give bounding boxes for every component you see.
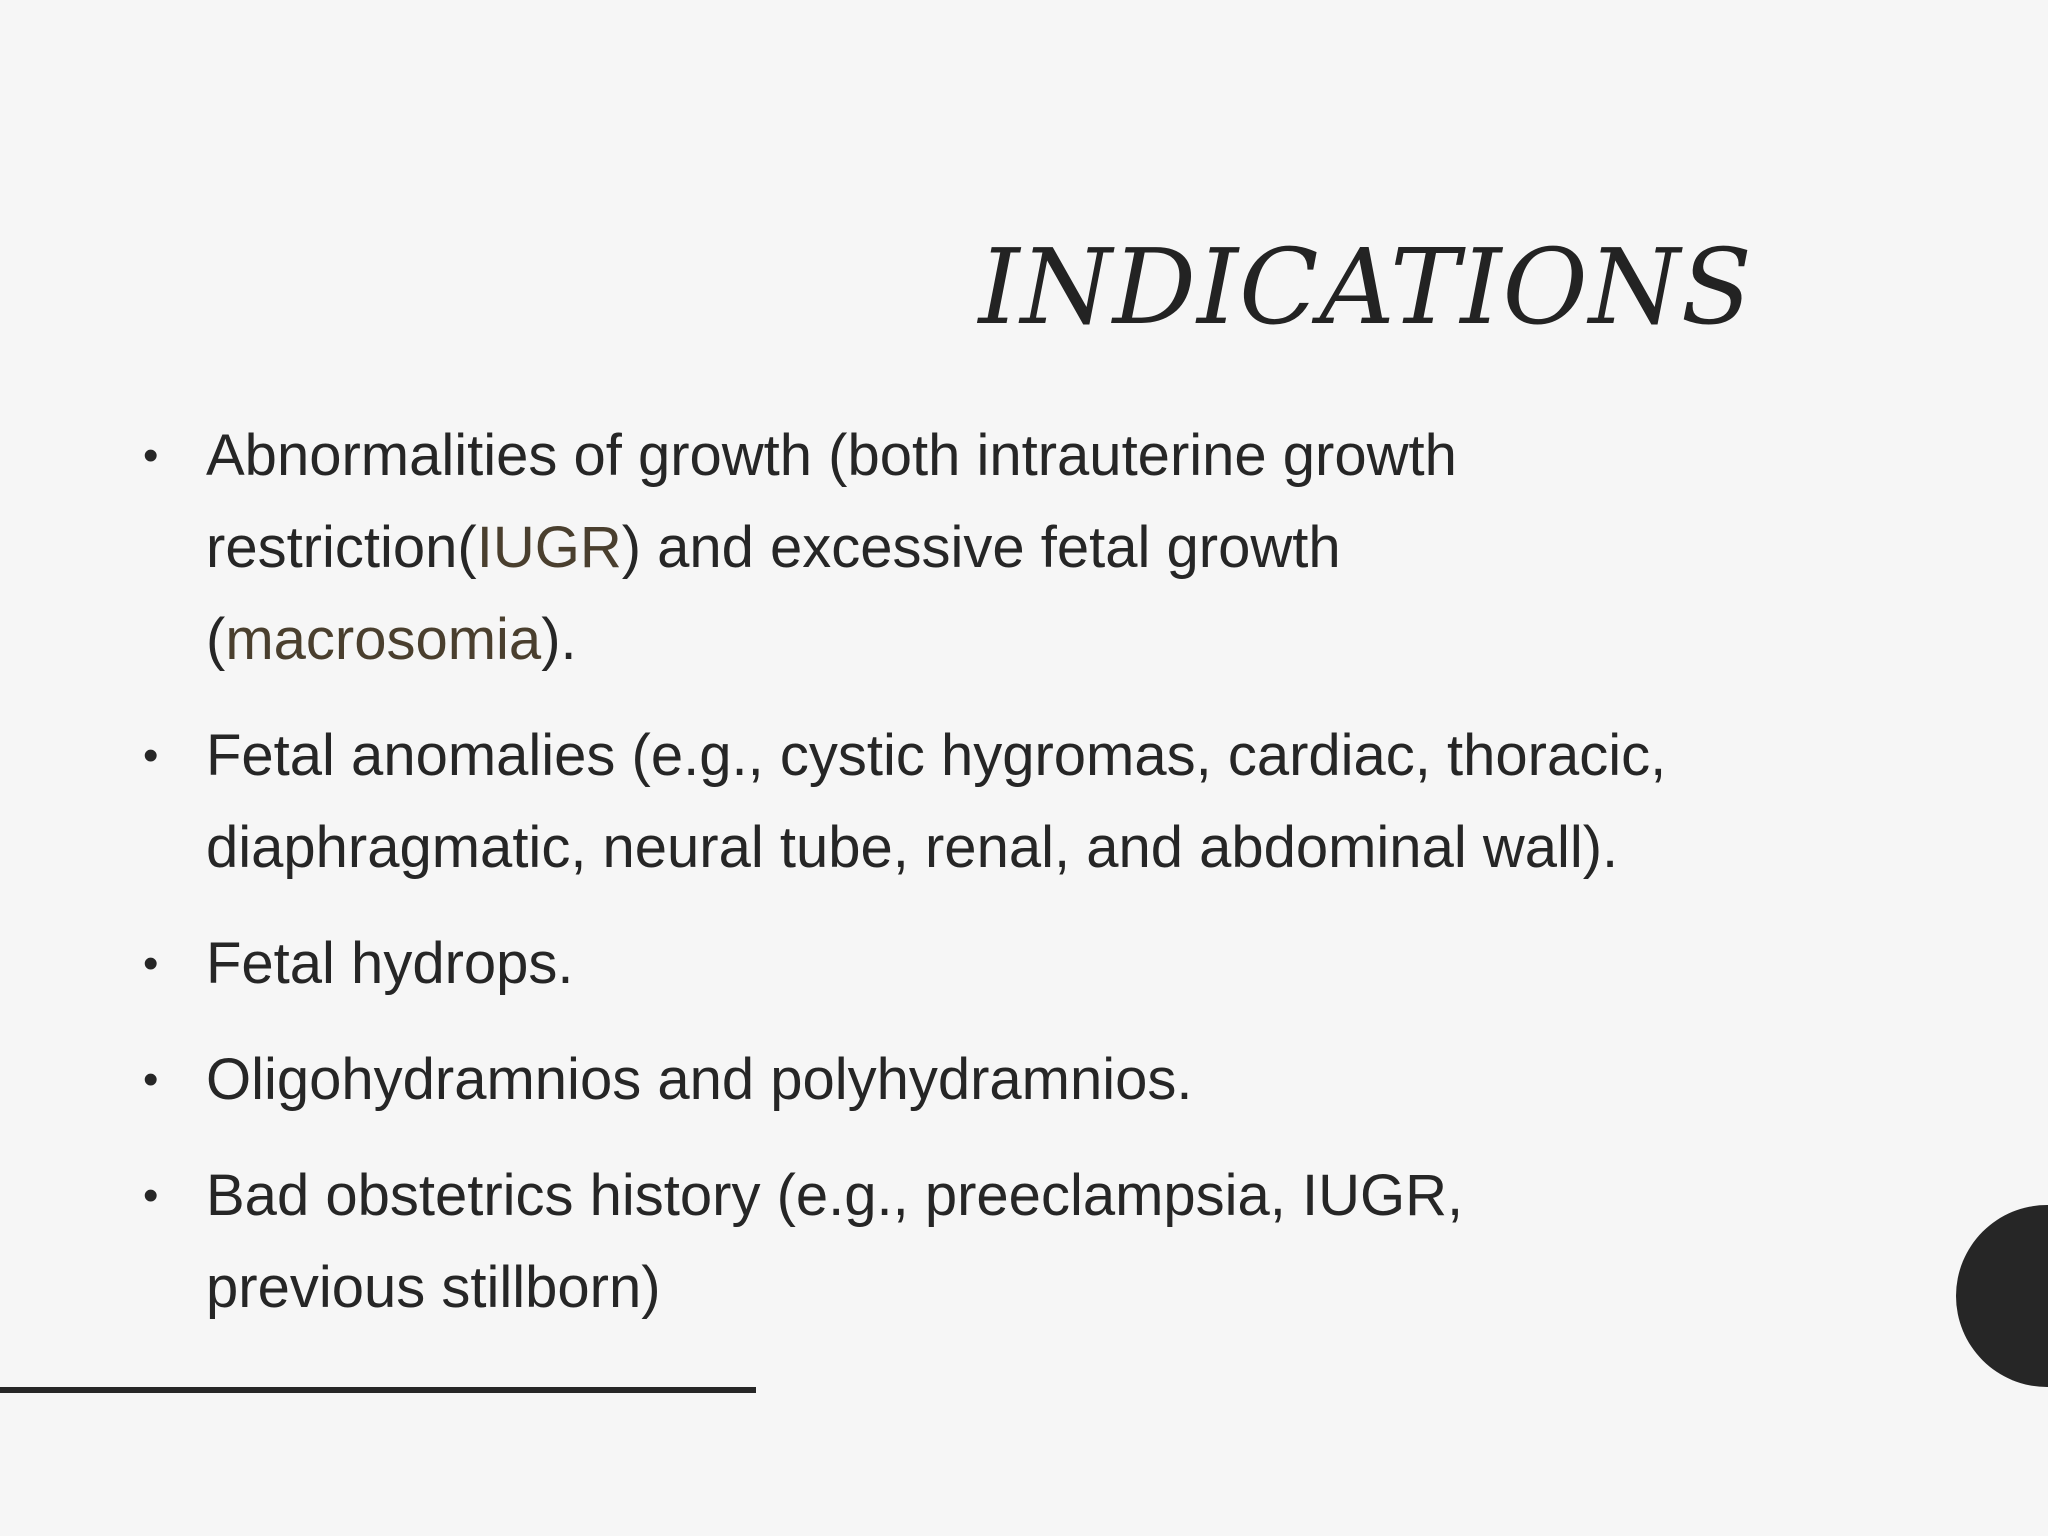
bullet-line: Fetal anomalies (e.g., cystic hygromas, cardiac, thoracic, — [206, 723, 1667, 788]
bullet-amniotic-fluid — [140, 1034, 1820, 1126]
bullet-line — [206, 594, 1820, 686]
bullet-dot-icon: • — [143, 939, 159, 988]
bullet-fetal-anomalies — [140, 710, 1820, 894]
iugr-highlight: IUGR — [476, 515, 622, 580]
bullet-dot-icon: • — [143, 1055, 159, 1104]
bullet-line: diaphragmatic, neural tube, renal, and abdominal wall). — [206, 815, 1619, 880]
bullet-list — [140, 410, 1820, 1358]
decorative-rule — [0, 1387, 756, 1393]
bullet-line — [206, 502, 1820, 594]
bullet-line: previous stillborn) — [206, 1255, 661, 1320]
bullet-text: restriction( — [206, 515, 477, 580]
decorative-circle — [1956, 1205, 2048, 1387]
bullet-fetal-hydrops — [140, 918, 1820, 1010]
bullet-text: ) and excessive fetal growth — [621, 515, 1341, 580]
macrosomia-highlight: macrosomia — [225, 607, 542, 672]
bullet-growth-abnormalities — [140, 410, 1820, 686]
bullet-line: Fetal hydrops. — [206, 931, 574, 996]
bullet-text: ( — [206, 607, 226, 672]
bullet-dot-icon: • — [143, 1171, 159, 1220]
bullet-dot-icon: • — [143, 431, 159, 480]
bullet-line: Abnormalities of growth (both intrauterine growth — [206, 423, 1457, 488]
bullet-dot-icon: • — [143, 731, 159, 780]
bullet-text: ). — [541, 607, 577, 672]
slide-title: INDICATIONS — [978, 226, 1753, 348]
bullet-line: Oligohydramnios and polyhydramnios. — [206, 1047, 1193, 1112]
bullet-line: Bad obstetrics history (e.g., preeclampsia, IUGR, — [206, 1163, 1464, 1228]
bullet-obstetric-history — [140, 1150, 1820, 1334]
